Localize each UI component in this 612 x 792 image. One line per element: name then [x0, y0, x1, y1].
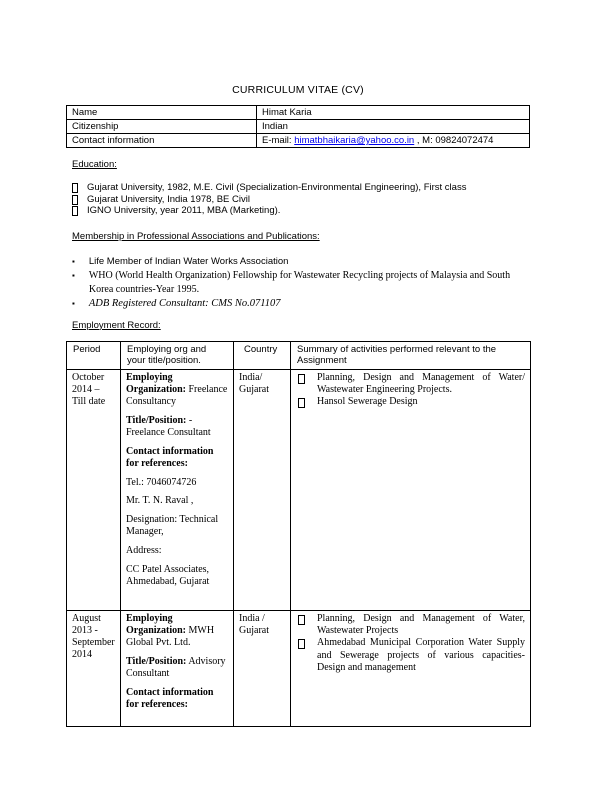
employer-block — [126, 656, 228, 680]
column-header-employer: Employing org and your title/position. — [121, 341, 234, 369]
employer-block — [126, 687, 228, 711]
summary-item-text: Planning, Design and Management of Water/ Wastewater Engineering Projects. — [317, 371, 525, 396]
mobile-number: , M: 09824072474 — [414, 135, 494, 146]
summary-cell — [291, 369, 531, 610]
table-row — [67, 134, 530, 148]
membership-heading: Membership in Professional Associations and Publications: — [72, 230, 320, 242]
box-bullet-icon — [72, 206, 78, 216]
field-value: CC Patel Associates, Ahmedabad, Gujarat — [126, 563, 210, 587]
membership-item-text: ADB Registered Consultant: CMS No.071107 — [88, 297, 281, 309]
employer-cell — [121, 369, 234, 610]
period-cell: August 2013 - September 2014 — [67, 610, 121, 726]
box-bullet-icon — [298, 374, 305, 384]
education-item-text: Gujarat University, 1982, M.E. Civil (Specialization-Environmental Engineering), First class — [87, 182, 467, 193]
personal-info-table — [66, 105, 530, 148]
country-cell: India/ Gujarat — [234, 369, 291, 610]
table-header-row — [67, 341, 531, 369]
info-value-citizenship: Indian — [257, 120, 530, 134]
period-cell: October 2014 – Till date — [67, 369, 121, 610]
field-value: Address: — [126, 545, 162, 557]
summary-item — [296, 613, 525, 638]
column-header-period: Period — [67, 341, 121, 369]
box-bullet-icon — [298, 398, 305, 408]
employer-block — [126, 564, 228, 588]
employment-heading: Employment Record: — [72, 319, 161, 331]
employer-block — [126, 372, 228, 409]
summary-item-text: Hansol Sewerage Design — [317, 396, 418, 408]
field-label: Title/Position: — [126, 655, 187, 667]
box-bullet-icon — [72, 183, 78, 193]
employer-block — [126, 415, 228, 439]
field-label: Title/Position: — [126, 414, 187, 426]
column-header-country: Country — [234, 341, 291, 369]
education-heading: Education: — [72, 159, 117, 170]
info-value-name: Himat Karia — [257, 106, 530, 120]
list-item — [72, 297, 530, 311]
field-value: Advisory Consultant — [126, 655, 226, 680]
box-bullet-icon — [72, 195, 78, 205]
employer-block — [126, 495, 228, 507]
membership-list — [66, 255, 530, 311]
field-value: - Freelance Consultant — [126, 414, 211, 439]
employer-block — [126, 613, 228, 650]
summary-item — [296, 372, 525, 397]
field-label: Employing Organization: — [126, 612, 186, 636]
table-row — [67, 106, 530, 120]
field-label: Contact information for references: — [126, 445, 214, 469]
info-label-name: Name — [67, 106, 257, 120]
field-value: MWH Global Pvt. Ltd. — [126, 624, 215, 649]
field-value: Mr. T. N. Raval , — [126, 495, 194, 507]
email-prefix: E-mail: — [262, 135, 295, 146]
employer-block — [126, 545, 228, 557]
table-row — [67, 369, 531, 610]
education-list — [66, 182, 530, 217]
summary-item — [296, 637, 525, 674]
summary-item-text: Ahmedabad Municipal Corporation Water Supply and Sewerage projects of various capacities- Design and management — [317, 637, 525, 673]
employer-block — [126, 514, 228, 538]
info-label-contact: Contact information — [67, 134, 257, 148]
box-bullet-icon — [298, 615, 305, 625]
field-label: Employing Organization: — [126, 371, 186, 395]
membership-item-text: Life Member of Indian Water Works Association — [88, 255, 289, 267]
info-label-citizenship: Citizenship — [67, 120, 257, 134]
square-bullet-icon: ▪ — [72, 298, 75, 308]
country-cell: India / Gujarat — [234, 610, 291, 726]
summary-item-text: Planning, Design and Management of Water, Wastewater Projects — [317, 612, 525, 637]
list-item — [72, 194, 530, 206]
table-row — [67, 120, 530, 134]
education-item-text: Gujarat University, India 1978, BE Civil — [87, 193, 250, 205]
column-header-summary: Summary of activities performed relevant to the Assignment — [291, 341, 531, 369]
summary-cell — [291, 610, 531, 726]
field-value: Freelance Consultancy — [126, 383, 228, 408]
list-item — [72, 205, 530, 217]
list-item — [72, 182, 530, 194]
field-value: Tel.: 7046074726 — [126, 476, 197, 488]
membership-item-text: WHO (World Health Organization) Fellowship for Wastewater Recycling projects of Malaysia and South Korea countries-Year 1995. — [88, 269, 511, 295]
table-row — [67, 610, 531, 726]
employment-table — [66, 341, 531, 727]
employer-cell — [121, 610, 234, 726]
box-bullet-icon — [298, 639, 305, 649]
field-value: Designation: Technical Manager, — [126, 514, 219, 538]
field-label: Contact information for references: — [126, 686, 214, 710]
employer-block — [126, 446, 228, 470]
list-item — [72, 269, 530, 297]
square-bullet-icon: ▪ — [72, 270, 75, 280]
email-link[interactable]: himatbhaikaria@yahoo.co.in — [294, 135, 415, 146]
page-title: CURRICULUM VITAE (CV) — [232, 84, 364, 96]
square-bullet-icon: ▪ — [72, 256, 75, 266]
list-item — [72, 255, 530, 269]
education-item-text: IGNO University, year 2011, MBA (Marketing). — [87, 205, 281, 217]
info-value-contact — [257, 134, 530, 148]
employer-block — [126, 477, 228, 489]
summary-item — [296, 396, 525, 408]
